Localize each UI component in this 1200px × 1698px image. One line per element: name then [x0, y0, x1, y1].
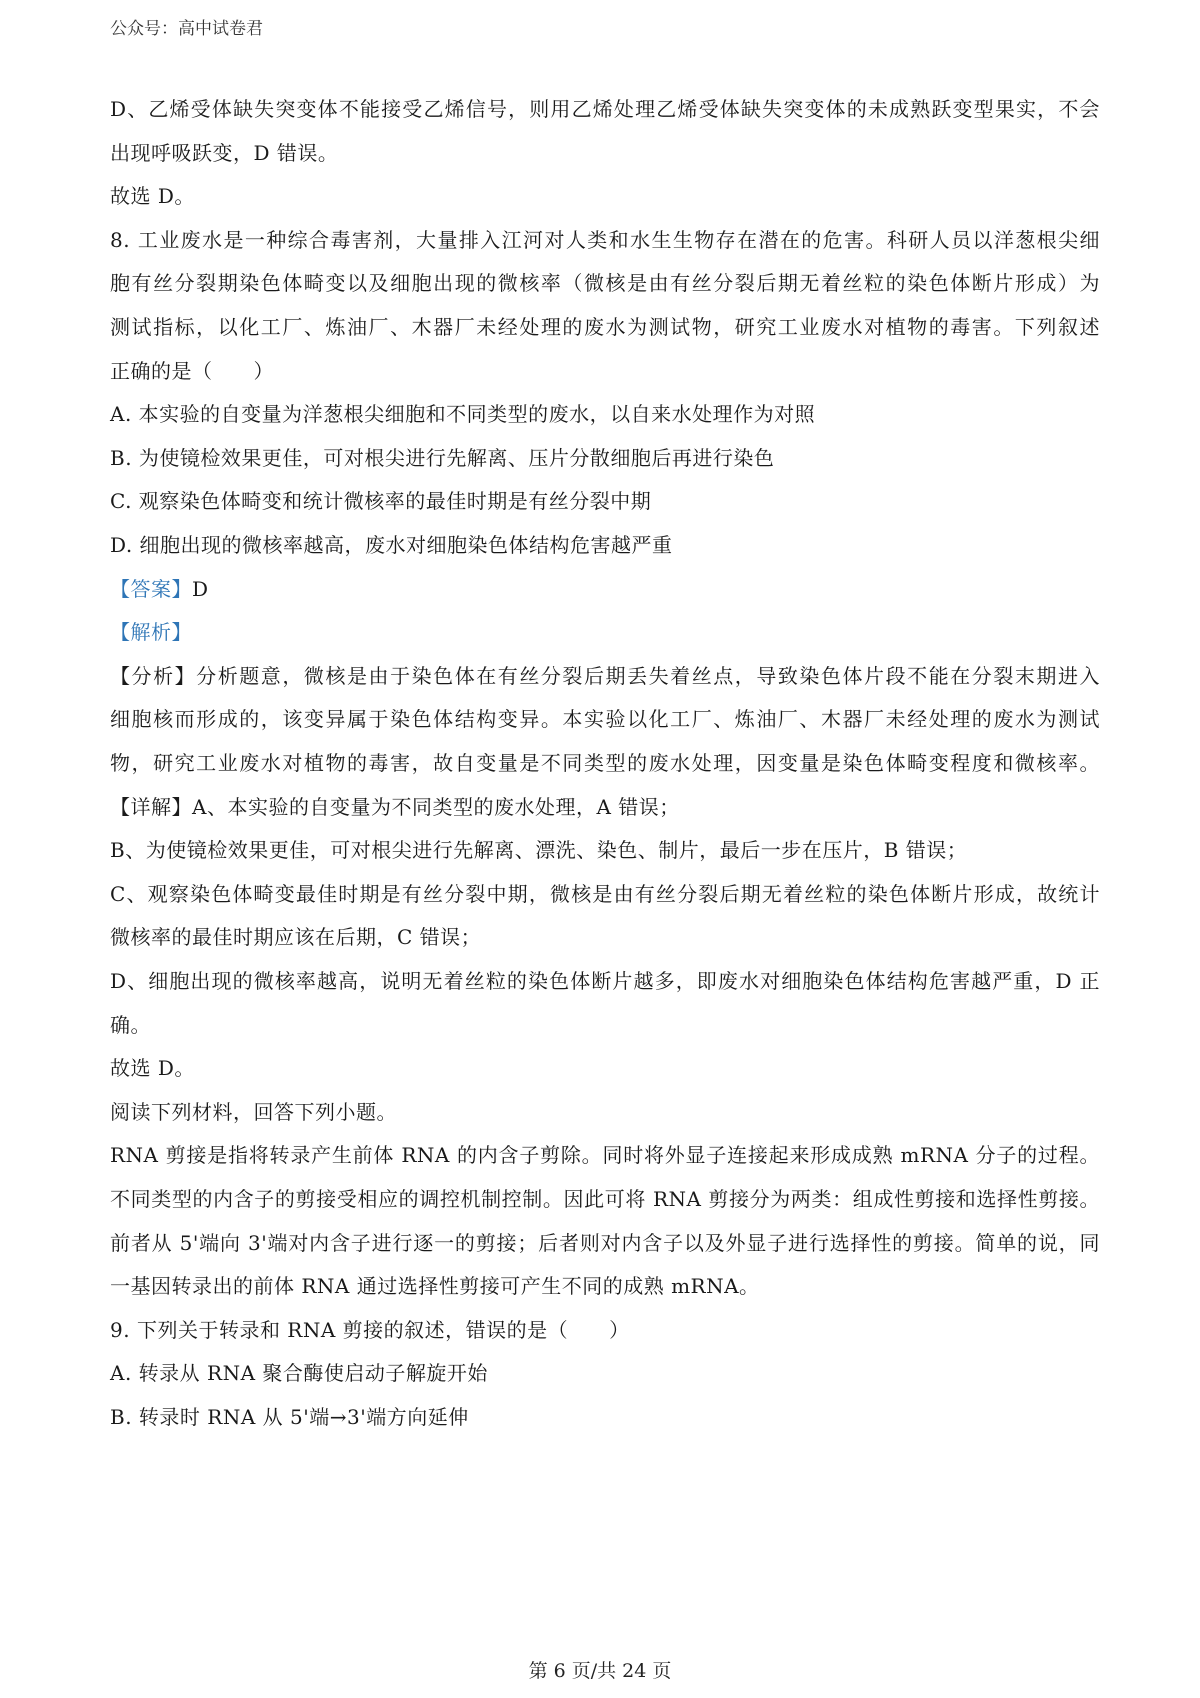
text-line — [110, 532, 673, 558]
text-line — [110, 183, 195, 209]
text-line — [110, 1055, 195, 1081]
text-line — [110, 968, 1100, 994]
line-text: RNA 剪接是指将转录产生前体 RNA 的内含子剪除。同时将外显子连接起来形成成熟 mRNA 分子的过程。 — [110, 1143, 1100, 1168]
text-line — [110, 1186, 1100, 1212]
text-line — [110, 1142, 1100, 1168]
text-line — [110, 881, 1100, 907]
line-text: A. 转录从 RNA 聚合酶使启动子解旋开始 — [110, 1361, 488, 1386]
line-text: 确。 — [110, 1012, 151, 1037]
text-line — [110, 1360, 488, 1386]
page-number: 第 6 页/共 24 页 — [528, 1660, 672, 1682]
line-text: 8. 工业废水是一种综合毒害剂，大量排入江河对人类和水生生物存在潜在的危害。科研人员以洋葱根尖细 — [110, 227, 1100, 252]
line-text: 【详解】A、本实验的自变量为不同类型的废水处理，A 错误； — [110, 794, 680, 819]
text-line — [110, 1099, 397, 1125]
line-text: 微核率的最佳时期应该在后期，C 错误； — [110, 925, 482, 950]
line-text: 测试指标，以化工厂、炼油厂、木器厂未经处理的废水为测试物，研究工业废水对植物的毒害。下列叙述 — [110, 315, 1100, 339]
text-line — [110, 227, 1100, 253]
line-text: D、细胞出现的微核率越高，说明无着丝粒的染色体断片越多，即废水对细胞染色体结构危害越严重，D 正 — [110, 969, 1100, 993]
line-text: 正确的是（ ） — [110, 358, 274, 383]
line-text: C、观察染色体畸变最佳时期是有丝分裂中期，微核是由有丝分裂后期无着丝粒的染色体断片形成，故统计 — [110, 881, 1100, 906]
section-tag: 【答案】 — [110, 576, 192, 601]
text-line — [110, 314, 1100, 340]
line-text: D、乙烯受体缺失突变体不能接受乙烯信号，则用乙烯处理乙烯受体缺失突变体的未成熟跃变型果实，不会 — [110, 97, 1100, 121]
text-line — [110, 445, 774, 471]
line-text: C. 观察染色体畸变和统计微核率的最佳时期是有丝分裂中期 — [110, 489, 652, 514]
text-line — [110, 358, 274, 384]
text-line — [110, 1012, 151, 1038]
line-text: 【分析】分析题意，微核是由于染色体在有丝分裂后期丢失着丝点，导致染色体片段不能在分裂末期进入 — [110, 663, 1100, 688]
text-line — [110, 270, 1100, 296]
text-line — [110, 924, 481, 950]
line-text: B、为使镜检效果更佳，可对根尖进行先解离、漂洗、染色、制片，最后一步在压片，B 错误； — [110, 838, 968, 863]
text-line — [110, 1230, 1100, 1256]
text-line — [110, 663, 1100, 689]
line-text: 前者从 5'端向 3'端对内含子进行逐一的剪接；后者则对内含子以及外显子进行选择性的剪接。简单的说，同 — [110, 1230, 1100, 1255]
text-line — [110, 96, 1100, 122]
section-tag: 【解析】 — [110, 620, 192, 645]
text-line — [110, 619, 192, 645]
page-header-source: 公众号：高中试卷君 — [110, 19, 263, 39]
line-text: 故选 D。 — [110, 1056, 195, 1081]
line-text: 一基因转录出的前体 RNA 通过选择性剪接可产生不同的成熟 mRNA。 — [110, 1274, 760, 1299]
line-text: D — [192, 576, 209, 601]
text-line — [110, 1317, 630, 1343]
line-text: 物，研究工业废水对植物的毒害，故自变量是不同类型的废水处理，因变量是染色体畸变程度和微核率。 — [110, 751, 1100, 775]
text-line — [110, 401, 815, 427]
text-line — [110, 488, 651, 514]
text-line — [110, 750, 1100, 776]
text-line — [110, 140, 338, 166]
line-text: B. 转录时 RNA 从 5'端→3'端方向延伸 — [110, 1405, 469, 1429]
line-text: 胞有丝分裂期染色体畸变以及细胞出现的微核率（微核是由有丝分裂后期无着丝粒的染色体断片形成）为 — [110, 271, 1100, 296]
line-text: B. 为使镜检效果更佳，可对根尖进行先解离、压片分散细胞后再进行染色 — [110, 445, 775, 470]
line-text: A. 本实验的自变量为洋葱根尖细胞和不同类型的废水，以自来水处理作为对照 — [110, 402, 816, 427]
text-line — [110, 837, 967, 863]
line-text: 不同类型的内含子的剪接受相应的调控机制控制。因此可将 RNA 剪接分为两类：组成性剪接和选择性剪接。 — [110, 1187, 1100, 1211]
line-text: 故选 D。 — [110, 184, 195, 209]
line-text: D. 细胞出现的微核率越高，废水对细胞染色体结构危害越严重 — [110, 533, 673, 557]
line-text: 阅读下列材料，回答下列小题。 — [110, 1099, 397, 1124]
line-text: 9. 下列关于转录和 RNA 剪接的叙述，错误的是（ ） — [110, 1317, 630, 1342]
text-line — [110, 1273, 760, 1299]
text-line — [110, 794, 680, 820]
line-text: 细胞核而形成的，该变异属于染色体结构变异。本实验以化工厂、炼油厂、木器厂未经处理的废水为测试 — [110, 707, 1100, 732]
line-text: 出现呼吸跃变，D 错误。 — [110, 140, 339, 165]
text-line — [110, 576, 209, 602]
text-line — [110, 1404, 469, 1430]
text-line — [110, 706, 1100, 732]
